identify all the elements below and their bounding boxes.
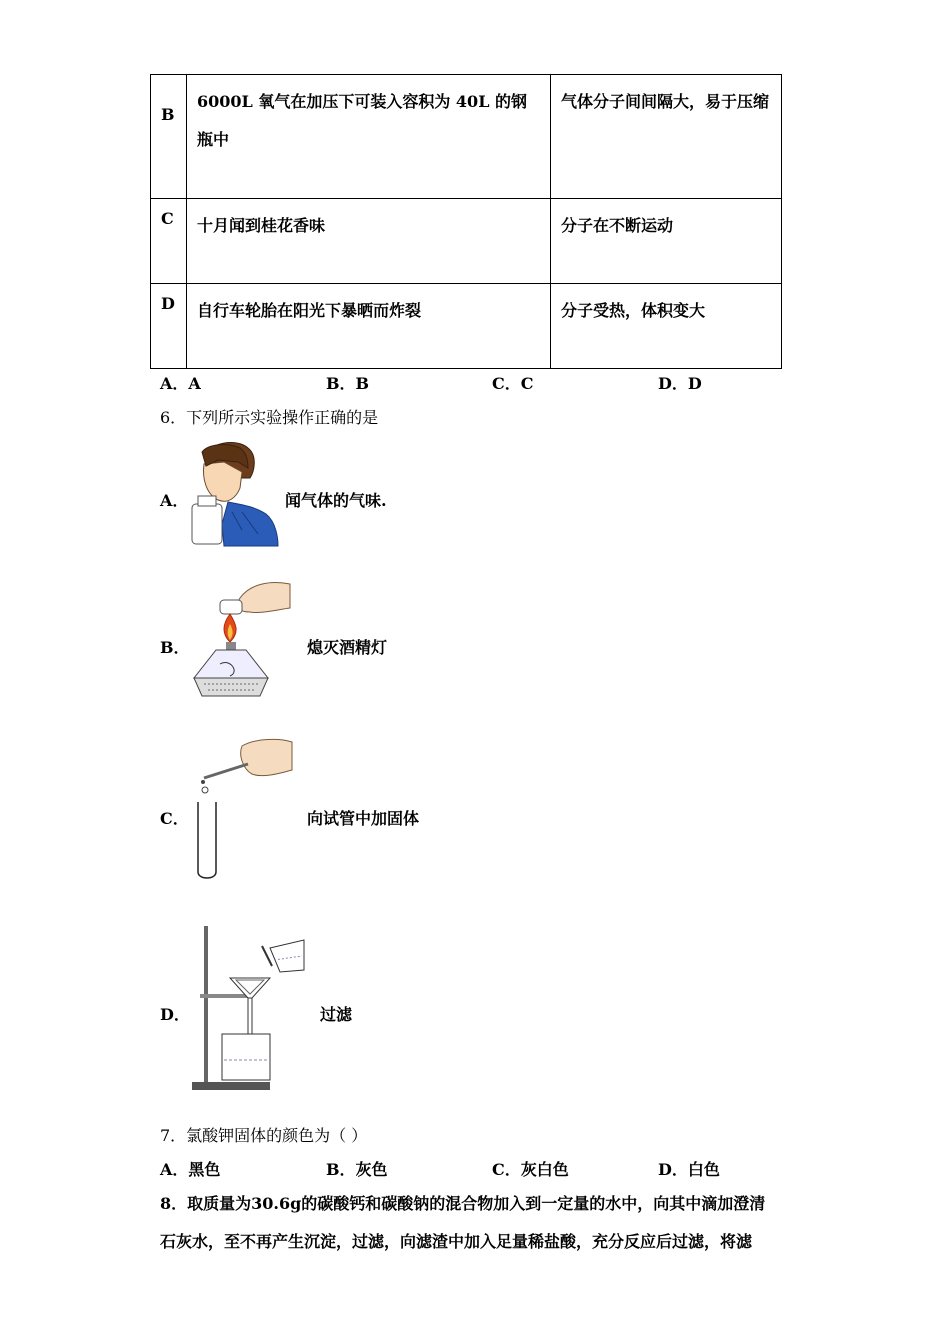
test-tube-illustration	[196, 738, 294, 880]
q6-option-c-label[interactable]: C．	[160, 809, 189, 828]
q6-option-d-label[interactable]: D．	[160, 1005, 190, 1024]
row-explanation: 分子在不断运动	[551, 199, 782, 284]
q6-option-a-label[interactable]: A．	[160, 491, 189, 510]
q5-option-d[interactable]: D．D	[658, 374, 702, 393]
q5-table	[150, 74, 782, 369]
q7-stem: 7．氯酸钾固体的颜色为（ ）	[160, 1126, 368, 1145]
row-explanation: 分子受热，体积变大	[551, 284, 782, 369]
q7-option-d[interactable]: D．白色	[658, 1160, 720, 1179]
table-row	[151, 199, 782, 284]
row-phenomenon: 6000L 氧气在加压下可装入容积为 40L 的钢瓶中	[187, 75, 551, 199]
alcohol-lamp-illustration	[190, 578, 294, 698]
q6-option-c-text: 向试管中加固体	[307, 809, 420, 828]
smell-gas-illustration	[188, 438, 280, 546]
q8-line-2: 石灰水，至不再产生沉淀，过滤，向滤渣中加入足量稀盐酸，充分反应后过滤，将滤	[160, 1232, 753, 1251]
q7-option-c[interactable]: C．灰白色	[492, 1160, 569, 1179]
filtration-illustration	[190, 922, 310, 1094]
row-label: C	[151, 199, 187, 284]
q7-option-a[interactable]: A．黑色	[160, 1160, 221, 1179]
q5-option-c[interactable]: C．C	[492, 374, 534, 393]
row-phenomenon: 十月闻到桂花香味	[187, 199, 551, 284]
q5-option-a[interactable]: A．A	[160, 374, 201, 393]
row-phenomenon: 自行车轮胎在阳光下暴晒而炸裂	[187, 284, 551, 369]
q6-option-d-text: 过滤	[320, 1005, 353, 1024]
row-explanation: 气体分子间间隔大，易于压缩	[551, 75, 782, 199]
q6-stem: 6．下列所示实验操作正确的是	[160, 408, 379, 427]
q8-line-1: 8．取质量为30.6g的碳酸钙和碳酸钠的混合物加入到一定量的水中，向其中滴加澄清	[160, 1194, 766, 1213]
row-label: B	[151, 75, 187, 199]
row-label: D	[151, 284, 187, 369]
q7-option-b[interactable]: B．灰色	[326, 1160, 388, 1179]
table-row	[151, 75, 782, 199]
q6-option-b-text: 熄灭酒精灯	[307, 638, 388, 657]
q5-option-b[interactable]: B．B	[326, 374, 370, 393]
q6-option-b-label[interactable]: B．	[160, 638, 190, 657]
q6-option-a-text: 闻气体的气味.	[285, 491, 387, 510]
table-row	[151, 284, 782, 369]
